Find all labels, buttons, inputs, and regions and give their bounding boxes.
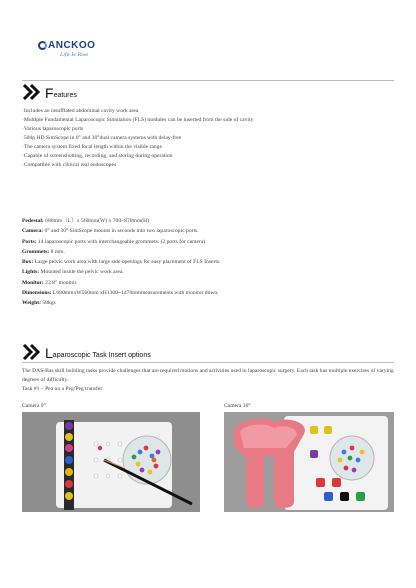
top-divider — [22, 80, 394, 81]
task-divider — [22, 362, 394, 363]
features-list — [22, 107, 394, 170]
feature-item: ·Various laparoscopic ports — [22, 126, 84, 132]
specifications — [22, 216, 394, 309]
feature-item: ·Capable of screenshotting, recording, and storing during operation — [22, 153, 173, 159]
double-chevron-icon — [22, 84, 44, 100]
brand-tagline: Life Is Rise — [60, 52, 89, 58]
feature-item: ·Includes an insufflated abdominal cavity work area — [22, 108, 139, 114]
features-heading — [22, 84, 77, 100]
feature-item: ·The camera system fixed focal length within the visible range — [22, 144, 162, 150]
features-heading-text: eatures — [53, 92, 77, 99]
features-heading-initial: F — [45, 85, 54, 101]
spec-row: Camera: 0° and 30° SimScope mounts in seconds into two laparoscopic ports. — [22, 228, 199, 235]
spec-row: Pedestal: 680mm（L）x 560mm(W) x 700~870mm(H) — [22, 218, 150, 224]
camera-0-photo — [22, 412, 200, 512]
task-description: The DAS-Bas skill building tasks provide challenges that are required motions and activities used in laparoscopic surgery. Each task has multiple exercises of varying degrees of difficulty. Task #1 – Pea on a Peg/Peg transfer — [22, 367, 394, 395]
spec-row: Ports: 14 laparoscopic ports with interchangeable grommets. (2 ports for camera) — [22, 238, 206, 245]
camera-30-caption: Camera 30° — [224, 403, 251, 409]
spec-row: Dimensions: L680mmxW560mm xH1300~1470mmmeasurements with monitor down. — [22, 290, 219, 297]
spec-row: Grommets: 8 mm. — [22, 248, 65, 255]
spec-row: Box: Large pelvic work area with large side openings for easy placement of FLS Inserts. — [22, 259, 221, 266]
task-options-heading — [22, 344, 151, 360]
spec-row: Monitor: 23.8" monitor. — [22, 279, 78, 286]
spec-row: Weight: 58kgs — [22, 300, 56, 307]
brand-name: ANCKOO — [48, 40, 96, 51]
task-heading-initial: L — [45, 345, 53, 361]
feature-item: ·Compatible with clinical real endoscopes — [22, 162, 117, 168]
task-title: Task #1 – Pea on a Peg/Peg transfer — [22, 386, 103, 393]
logo-mark-icon — [38, 41, 47, 50]
double-chevron-icon — [22, 344, 44, 360]
feature-item: ·500p HD SimScope in 0° and 30°dual camera systems with delay-free — [22, 135, 182, 141]
feature-item: ·Multiple Fundamental Laparoscopic Simulation (FLS) modules can be inserted from the side of cavity — [22, 117, 254, 123]
task-heading-text: aparoscopic Task Insert options — [52, 352, 151, 359]
camera-0-caption: Camera 0° — [22, 403, 46, 409]
brand-logo — [38, 40, 118, 66]
spec-row: Lights: Mounted inside the pelvic work area. — [22, 269, 124, 276]
camera-30-photo — [224, 412, 394, 512]
